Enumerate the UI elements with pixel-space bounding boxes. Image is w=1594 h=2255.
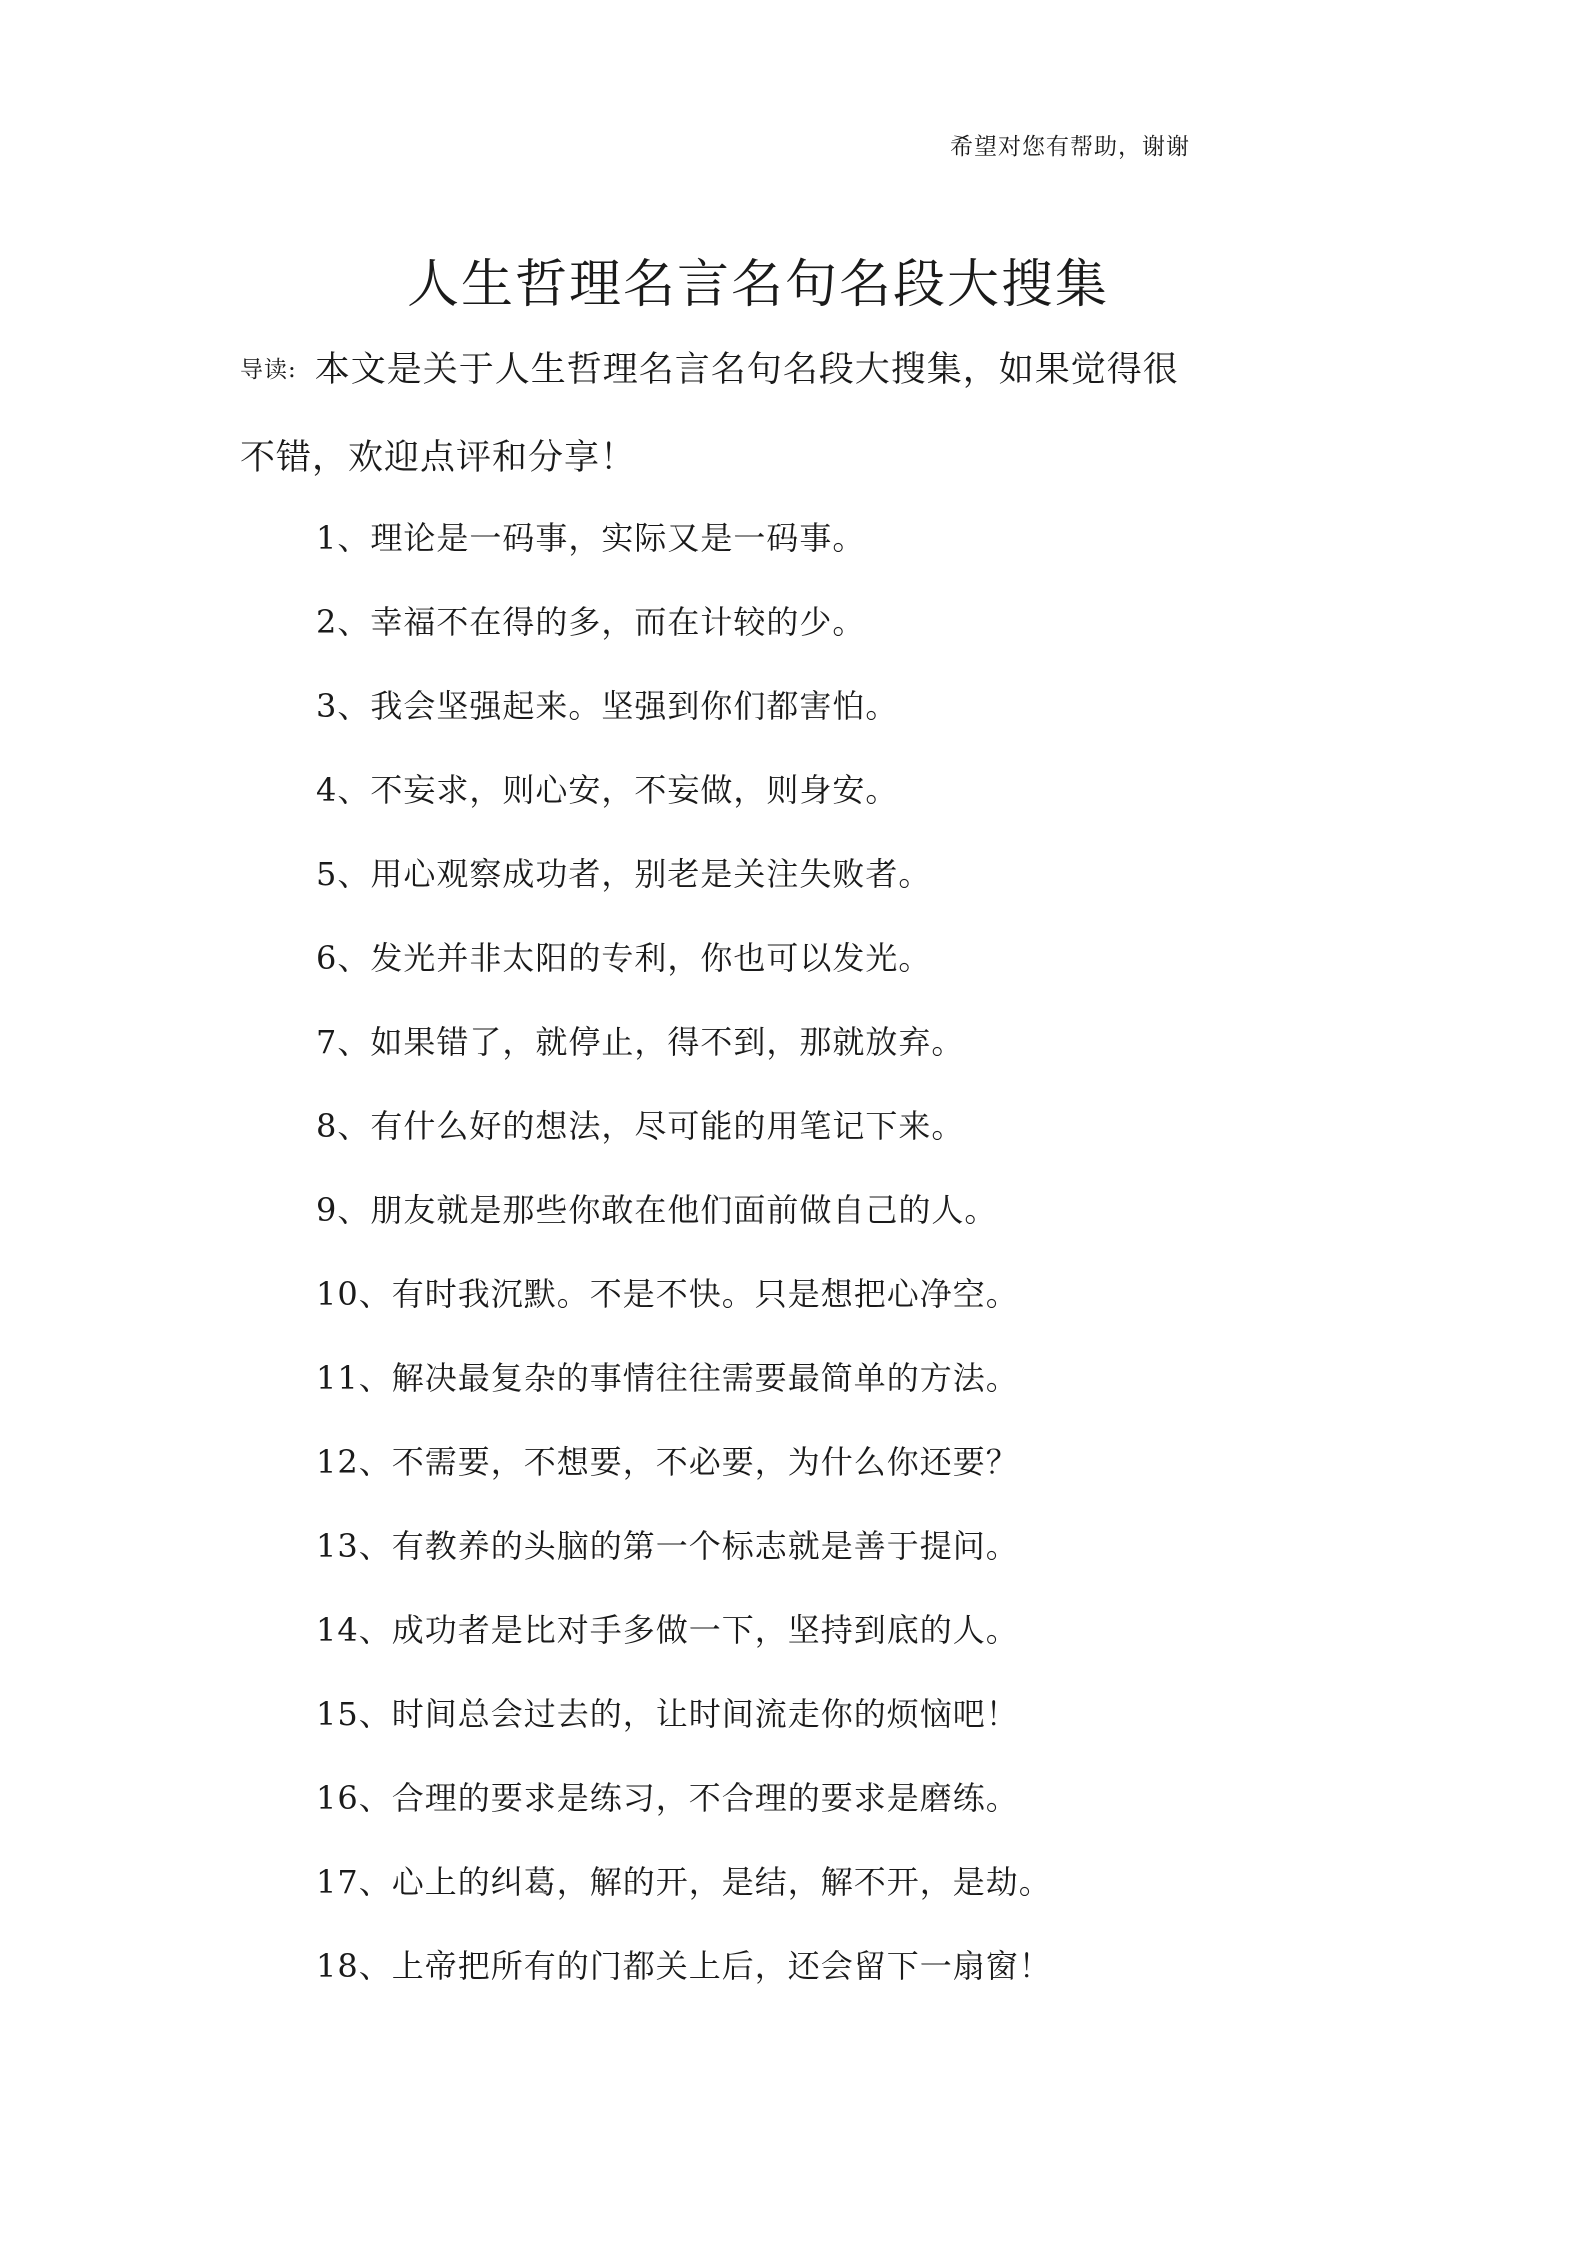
quote-item: 17、心上的纠葛，解的开，是结，解不开，是劫。 xyxy=(316,1863,1052,1901)
quote-item: 11、解决最复杂的事情往往需要最简单的方法。 xyxy=(316,1359,1019,1397)
quote-item: 4、不妄求，则心安，不妄做，则身安。 xyxy=(316,771,899,809)
quote-list xyxy=(316,510,1052,2022)
quote-item: 6、发光并非太阳的专利，你也可以发光。 xyxy=(316,939,932,977)
quote-item: 2、幸福不在得的多，而在计较的少。 xyxy=(316,603,866,641)
page-title: 人生哲理名言名句名段大搜集 xyxy=(406,255,1109,315)
quote-item: 1、理论是一码事，实际又是一码事。 xyxy=(316,519,866,557)
quote-item: 12、不需要，不想要，不必要，为什么你还要？ xyxy=(316,1443,1019,1481)
quote-item: 10、有时我沉默。不是不快。只是想把心净空。 xyxy=(316,1275,1019,1313)
quote-item: 5、用心观察成功者，别老是关注失败者。 xyxy=(316,855,932,893)
intro-text-1: 本文是关于人生哲理名言名句名段大搜集，如果觉得很 xyxy=(314,350,1179,390)
quote-item: 16、合理的要求是练习，不合理的要求是磨练。 xyxy=(316,1779,1019,1817)
intro-line-2: 不错，欢迎点评和分享！ xyxy=(240,438,637,478)
quote-item: 14、成功者是比对手多做一下，坚持到底的人。 xyxy=(316,1611,1019,1649)
quote-item: 13、有教养的头脑的第一个标志就是善于提问。 xyxy=(316,1527,1019,1565)
quote-item: 8、有什么好的想法，尽可能的用笔记下来。 xyxy=(316,1107,965,1145)
quote-item: 15、时间总会过去的，让时间流走你的烦恼吧！ xyxy=(316,1695,1019,1733)
quote-item: 7、如果错了，就停止，得不到，那就放弃。 xyxy=(316,1023,965,1061)
quote-item: 9、朋友就是那些你敢在他们面前做自己的人。 xyxy=(316,1191,998,1229)
header-note: 希望对您有帮助，谢谢 xyxy=(950,134,1190,160)
quote-item: 3、我会坚强起来。坚强到你们都害怕。 xyxy=(316,687,899,725)
quote-item: 18、上帝把所有的门都关上后，还会留下一扇窗！ xyxy=(316,1947,1052,1985)
intro-line-1 xyxy=(240,342,1179,392)
intro-label: 导读: xyxy=(240,357,297,383)
